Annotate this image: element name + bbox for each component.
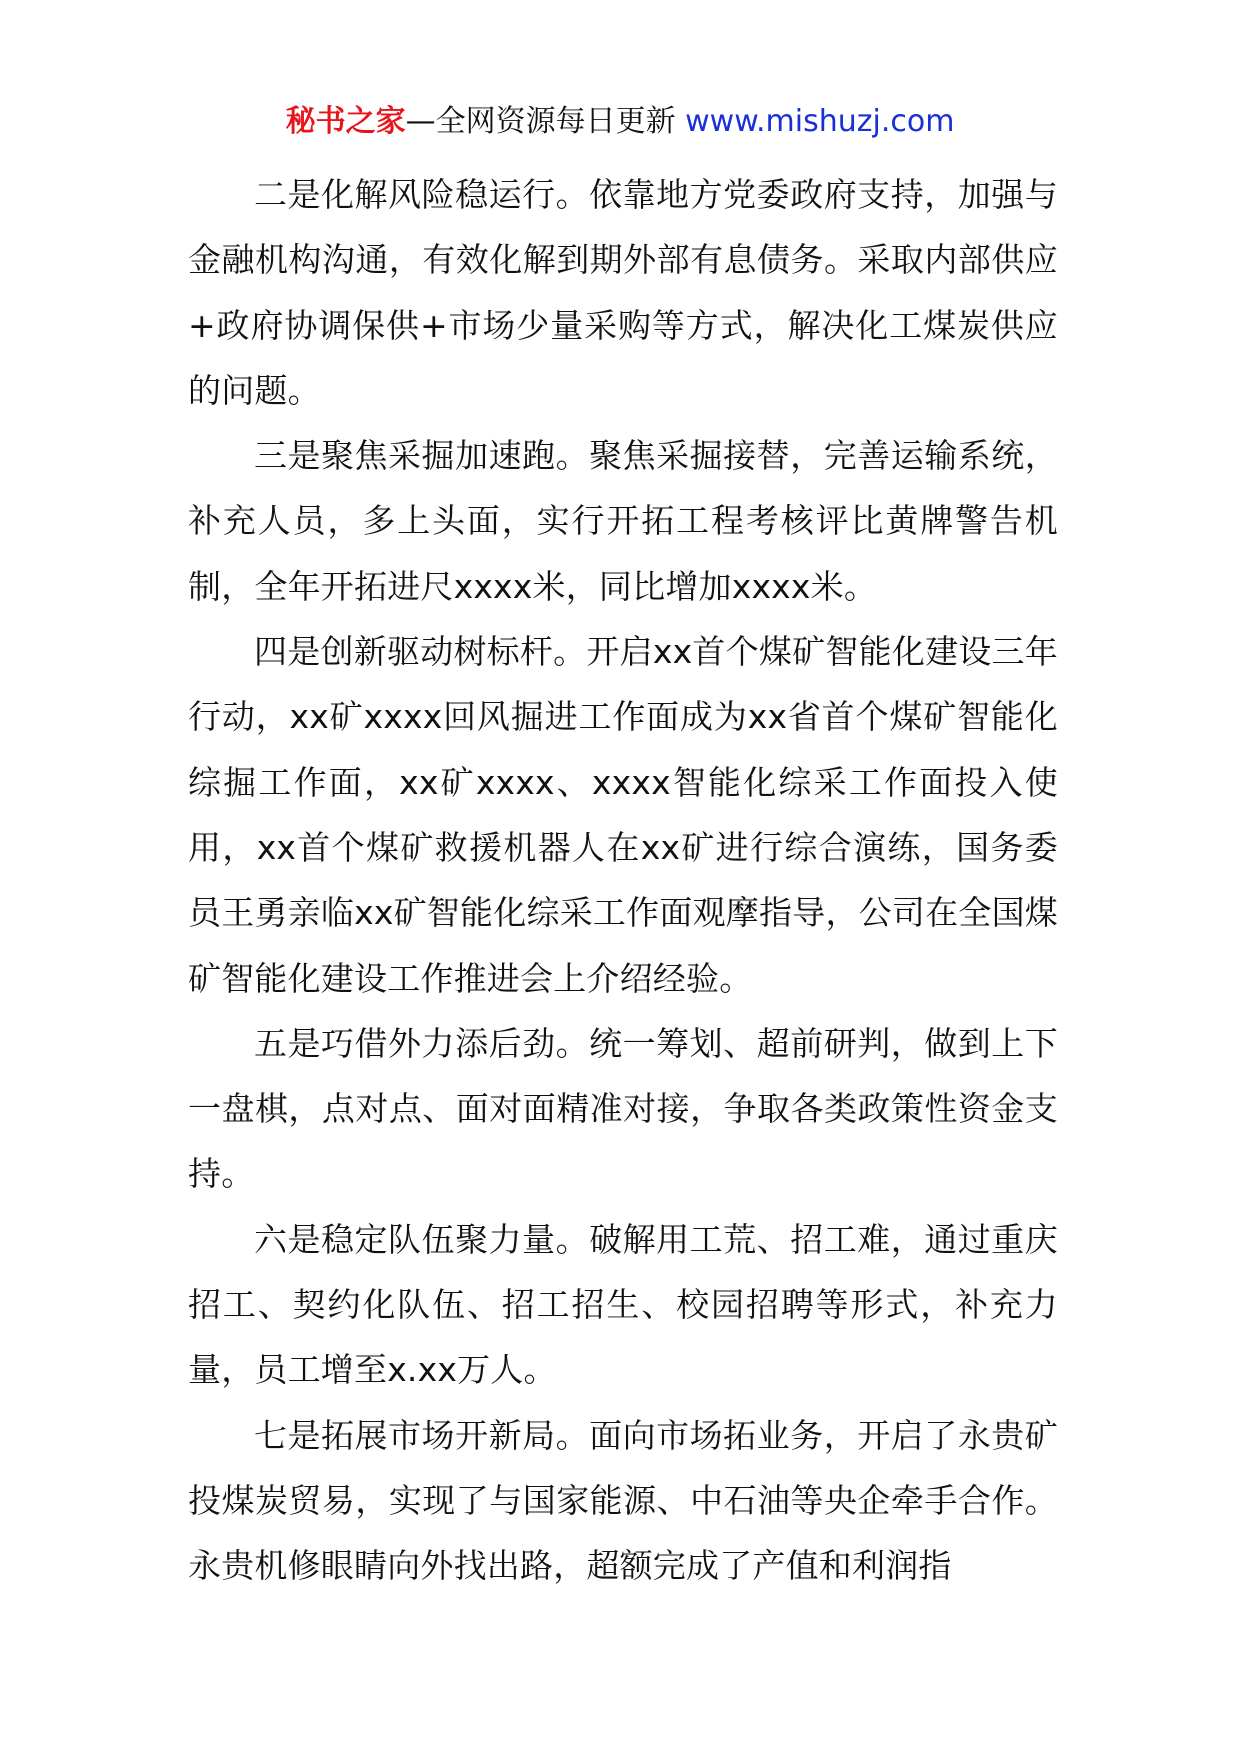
paragraph-4: 四是创新驱动树标杆。开启xx首个煤矿智能化建设三年行动，xx矿xxxx回风掘进工作面成为xx省首个煤矿智能化综掘工作面，xx矿xxxx、xxxx智能化综采工作面投入使用，xx首个煤矿救援机器人在xx矿进行综合演练，国务委员王勇亲临xx矿智能化综采工作面观摩指导，公司在全国煤矿智能化建设工作推进会上介绍经验。 <box>188 632 1058 998</box>
page-header <box>0 100 1240 144</box>
header-site-link[interactable]: www.mishuzj.com <box>685 104 955 139</box>
header-tagline: —全网资源每日更新 <box>405 104 676 139</box>
document-body <box>188 162 1058 1599</box>
header-brand: 秘书之家 <box>285 104 406 139</box>
paragraph-2: 二是化解风险稳运行。依靠地方党委政府支持，加强与金融机构沟通，有效化解到期外部有息债务。采取内部供应+政府协调保供+市场少量采购等方式，解决化工煤炭供应的问题。 <box>188 175 1058 410</box>
paragraph-6: 六是稳定队伍聚力量。破解用工荒、招工难，通过重庆招工、契约化队伍、招工招生、校园招聘等形式，补充力量，员工增至x.xx万人。 <box>188 1219 1058 1390</box>
paragraph-3: 三是聚焦采掘加速跑。聚焦采掘接替，完善运输系统，补充人员，多上头面，实行开拓工程考核评比黄牌警告机制，全年开拓进尺xxxx米，同比增加xxxx米。 <box>188 436 1058 606</box>
paragraph-7: 七是拓展市场开新局。面向市场拓业务，开启了永贵矿投煤炭贸易，实现了与国家能源、中石油等央企牵手合作。永贵机修眼睛向外找出路，超额完成了产值和利润指 <box>188 1415 1058 1586</box>
paragraph-5: 五是巧借外力添后劲。统一筹划、超前研判，做到上下一盘棋，点对点、面对面精准对接，争取各类政策性资金支持。 <box>188 1023 1058 1194</box>
